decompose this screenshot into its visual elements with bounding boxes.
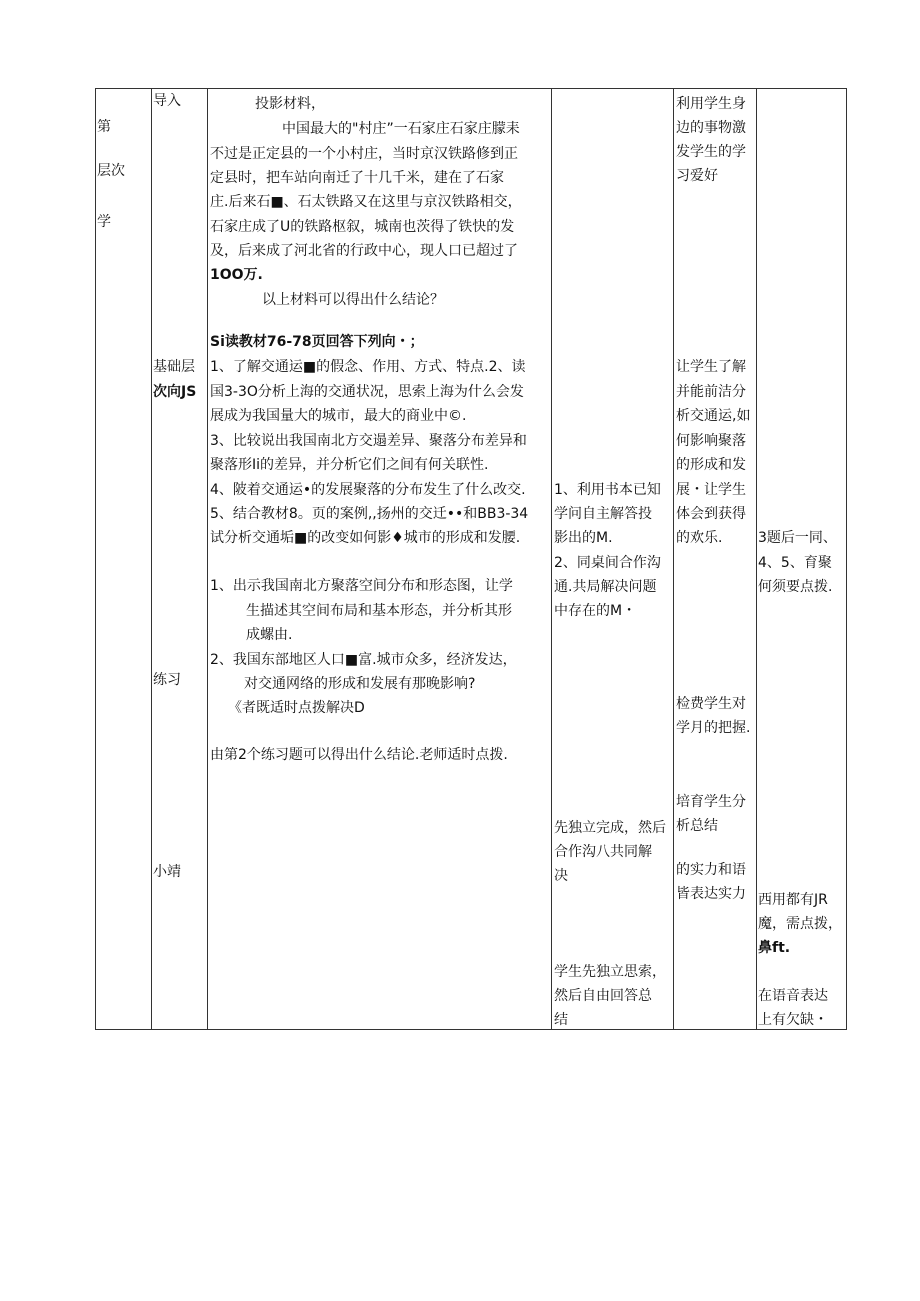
column-divider <box>756 88 757 1030</box>
section-basic-1: 基础层 <box>153 359 195 375</box>
exercise-line: 2、我国东部地区人口■富.城市众多，经济发达， <box>210 652 517 668</box>
material-line: 1OO万. <box>210 267 263 283</box>
activity-line: 决 <box>554 868 568 884</box>
section-summary: 小靖 <box>153 864 181 880</box>
column-divider <box>207 88 208 1030</box>
activity-line: 中存在的M・ <box>554 603 637 619</box>
activity-line: 学问自主解答投 <box>554 506 652 522</box>
table-border-right <box>846 88 847 1030</box>
task-line: 3、比较说出我国南北方交遢差异、聚落分布差异和 <box>210 433 527 449</box>
reflection-line: 何须要点拨. <box>758 579 833 595</box>
activity-line: 2、同桌间合作沟 <box>554 555 661 571</box>
material-line: 中国最大的"村庄”一石家庄石家庄朦耒 <box>282 121 520 137</box>
material-line: 石家庄成了U的铁路枢叙，城南也茨得了铁快的发 <box>210 219 515 235</box>
task-line: 聚落形Ii的差异，并分析它们之间有何关联性. <box>210 457 489 473</box>
column-divider <box>151 88 152 1030</box>
intent-line: 利用学生身 <box>676 96 746 112</box>
activity-line: 结 <box>554 1012 568 1028</box>
activity-line: 通.共局解决问题 <box>554 579 657 595</box>
activity-line: 然后自由回答总 <box>554 988 652 1004</box>
intent-line: 的欢乐. <box>676 530 723 546</box>
intent-line: 析交通运,如 <box>676 408 751 424</box>
task-line: 4、陂着交通运•的发展聚落的分布发生了什么改交. <box>210 482 526 498</box>
intent-line: 的形成和发 <box>676 457 746 473</box>
reflection-line: 上有欠缺・ <box>758 1012 828 1028</box>
exercise-line: 对交通网络的形成和发展有那晚影响? <box>244 676 476 692</box>
intent-line: 析总结 <box>676 818 718 834</box>
task-line: 1、了解交通运■的假念、作用、方式、特点.2、读 <box>210 359 526 375</box>
material-line: 庄.后来石■、石太铁路又在这里与京汉铁路相交， <box>210 194 522 210</box>
activity-line: 先独立完成，然后 <box>554 820 666 836</box>
intent-line: 让学生了解 <box>676 359 746 375</box>
stage-label-3: 学 <box>97 214 111 230</box>
material-line: 定县时，把车站向南迁了十几千米，建在了石家 <box>210 170 504 186</box>
task-line: 国3-3O分析上海的交通状况，思索上海为什么会发 <box>210 384 524 400</box>
reflection-line: 3题后一同、 <box>758 530 837 546</box>
intent-line: 的实力和语 <box>676 862 746 878</box>
intent-line: 培育学生分 <box>676 794 746 810</box>
section-basic-2: 次向JS <box>153 384 197 400</box>
conclusion-line: 由第2个练习题可以得出什么结论.老师适时点拨. <box>210 747 508 763</box>
exercise-line: 成螺由. <box>246 627 293 643</box>
activity-line: 合作沟八共同解 <box>554 844 652 860</box>
task-line: 展成为我国量大的城市，最大的商业中©. <box>210 408 467 424</box>
material-line: 不过是正定县的一个小村庄，当时京汉铁路修到正 <box>210 146 518 162</box>
intent-line: 并能前洁分 <box>676 384 746 400</box>
activity-line: 1、利用书本已知 <box>554 482 661 498</box>
material-label: 投影材料， <box>255 96 325 112</box>
task-line: 5、结合教材8。页的案例,,扬州的交迁••和BB3-34 <box>210 506 529 522</box>
reflection-line: 魔，需点拨， <box>758 916 842 932</box>
exercise-line: 生描述其空间布局和基本形态，并分析其形 <box>246 603 512 619</box>
stage-label-1: 第 <box>97 119 111 135</box>
intent-line: 习爱好 <box>676 168 718 184</box>
intent-line: 检费学生对 <box>676 696 746 712</box>
task-heading: Si读教材76-78页回答下列向・； <box>210 334 424 350</box>
table-border-left <box>95 88 96 1030</box>
intent-line: 边的事物激 <box>676 120 746 136</box>
intent-line: 展・让学生 <box>676 482 746 498</box>
intent-line: 发学生的学 <box>676 144 746 160</box>
material-line: 及，后来成了河北省的行政中心，现人口已超过了 <box>210 243 518 259</box>
column-divider <box>673 88 674 1030</box>
reflection-line: 在语音表达 <box>758 988 828 1004</box>
exercise-line: 1、出示我国南北方聚落空间分布和形态图，让学 <box>210 578 513 594</box>
intent-line: 学月的把握. <box>676 720 751 736</box>
activity-line: 学生先独立思索， <box>554 964 666 980</box>
guidance-line: 《者既适时点拨解决D <box>228 700 365 716</box>
column-divider <box>551 88 552 1030</box>
activity-line: 影出的M. <box>554 530 613 546</box>
reflection-line: 西用都有JR <box>758 892 828 908</box>
stage-label-2: 层次 <box>97 163 125 179</box>
intent-line: 皆表达实力 <box>676 886 746 902</box>
intent-line: 体会到获得 <box>676 506 746 522</box>
reflection-line: 4、5、育聚 <box>758 555 832 571</box>
reflection-line: 鼻ft. <box>758 940 791 956</box>
task-line: 试分析交通垢■的改变如何影♦城市的形成和发腰. <box>210 530 521 546</box>
section-lead-in: 导入 <box>153 93 181 109</box>
section-practice: 练习 <box>153 672 181 688</box>
material-question: 以上材料可以得出什么结论？ <box>262 292 444 308</box>
intent-line: 何影响聚落 <box>676 433 746 449</box>
